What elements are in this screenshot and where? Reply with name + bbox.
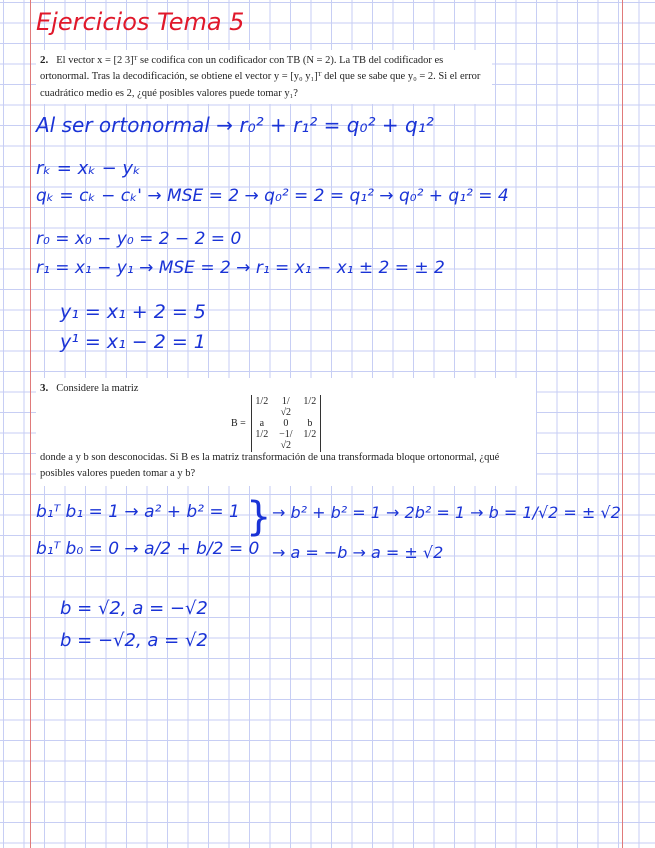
problem-3-intro: 3. Considere la matriz [40,382,139,394]
sol3-line-6: b = −√2, a = √2 [60,630,208,651]
sol2-line-5: r₁ = x₁ − y₁ → MSE = 2 → r₁ = x₁ − x₁ ± 2 = ± 2 [36,258,445,278]
matrix-label: B = [231,418,246,429]
sol2-line-2: rₖ = xₖ − yₖ [36,158,141,179]
matrix-cell: b [307,418,313,429]
problem-2-text: 2. El vector x = [2 3]ᵀ se codifica con un codificador con TB (N = 2). La TB del codificador es ortonormal. Tras la decodificación, se obtiene el vector y = [y₀ y₁]ᵀ del que se sabe que y₀ = 2. Si el error cuadrático medio es 2, ¿qué posibles valores puede tomar y₁? [40,54,481,99]
matrix-cell: a [259,418,265,429]
matrix-cell: 1/2 [255,429,269,440]
matrix-cell: 1/2 [303,429,317,440]
sol3-line-1: b₁ᵀ b₁ = 1 → a² + b² = 1 [36,502,240,522]
matrix-b [231,395,321,452]
matrix-grid [251,395,321,452]
sol3-line-5: b = √2, a = −√2 [60,598,208,619]
problem-3-number: 3. [40,382,49,394]
margin-line-right [622,0,623,848]
sol2-line-1: Al ser ortonormal → r₀² + r₁² = q₀² + q₁² [36,113,434,137]
matrix-row [255,418,317,429]
matrix-cell: 1/2 [303,396,317,407]
matrix-cell: 1/2 [255,396,269,407]
sol2-line-3: qₖ = cₖ − cₖ' → MSE = 2 → q₀² = 2 = q₁² → q₀² + q₁² = 4 [36,186,509,206]
sol2-line-7: y¹ = x₁ − 2 = 1 [60,331,206,353]
sol3-line-2: b₁ᵀ b₀ = 0 → a/2 + b/2 = 0 [36,539,260,559]
sol2-line-6: y₁ = x₁ + 2 = 5 [60,301,206,323]
sol3-line-4: → a = −b → a = ± √2 [272,543,444,562]
brace-icon: } [246,494,272,540]
matrix-row [255,396,317,418]
matrix-cell: 1/√2 [280,396,292,418]
problem-3-text: donde a y b son desconocidas. Si B es la matriz transformación de una transformada bloque ortonormal, ¿qué posibles valores pueden tomar a y b? [40,452,500,480]
sol3-line-3: → b² + b² = 1 → 2b² = 1 → b = 1/√2 = ± √2 [272,503,621,522]
problem-2-block [36,50,492,104]
problem-2-number: 2. [40,54,49,66]
matrix-cell: −1/√2 [279,429,293,451]
page-title: Ejercicios Tema 5 [36,8,245,36]
matrix-row [255,429,317,451]
margin-line-left [30,0,31,848]
sol2-line-4: r₀ = x₀ − y₀ = 2 − 2 = 0 [36,229,242,249]
matrix-cell: 0 [283,418,289,429]
